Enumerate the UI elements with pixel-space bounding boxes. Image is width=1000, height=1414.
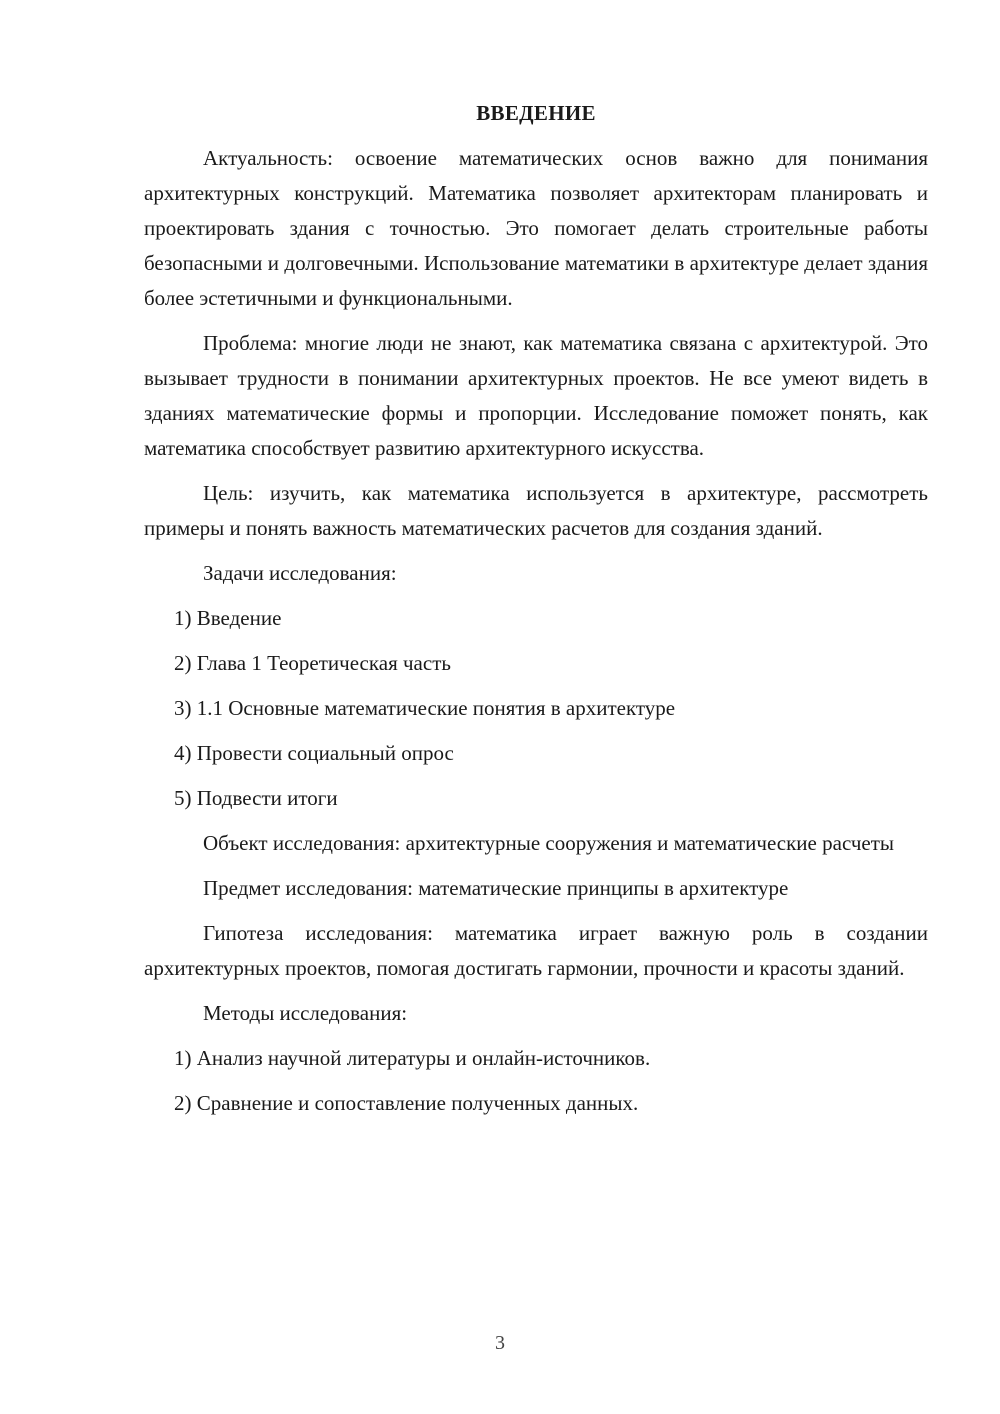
method-item: 1) Анализ научной литературы и онлайн-источников. xyxy=(174,1046,651,1070)
page-number: 3 xyxy=(495,1332,505,1354)
tasks-heading: Задачи исследования: xyxy=(203,561,397,585)
method-item: 2) Сравнение и сопоставление полученных данных. xyxy=(174,1091,639,1115)
section-title: ВВЕДЕНИЕ xyxy=(476,101,596,125)
methods-list xyxy=(144,1041,928,1121)
hypothesis-paragraph: Гипотеза исследования: математика играет важную роль в создании архитектурных проектов, помогая достигать гармонии, прочности и красоты зданий. xyxy=(144,921,928,980)
tasks-list xyxy=(144,601,928,816)
subject-paragraph: Предмет исследования: математические принципы в архитектуре xyxy=(203,876,789,900)
task-item: 2) Глава 1 Теоретическая часть xyxy=(174,651,451,675)
task-item: 5) Подвести итоги xyxy=(174,786,338,810)
goal-paragraph: Цель: изучить, как математика используется в архитектуре, рассмотреть примеры и понять важность математических расчетов для создания зданий. xyxy=(144,481,928,540)
task-item: 4) Провести социальный опрос xyxy=(174,741,454,765)
document-page xyxy=(144,96,928,1131)
task-item: 1) Введение xyxy=(174,606,282,630)
object-paragraph: Объект исследования: архитектурные сооружения и математические расчеты xyxy=(203,831,895,855)
problem-paragraph: Проблема: многие люди не знают, как математика связана с архитектурой. Это вызывает трудности в понимании архитектурных проектов. Не все умеют видеть в зданиях математические формы и пропорции. Исследование поможет понять, как математика способствует развитию архитектурного искусства. xyxy=(144,331,928,460)
relevance-paragraph: Актуальность: освоение математических основ важно для понимания архитектурных конструкций. Математика позволяет архитекторам планировать и проектировать здания с точностью. Это помогает делать строительные работы безопасными и долговечными. Использование математики в архитектуре делает здания более эстетичными и функциональными. xyxy=(144,146,928,310)
task-item: 3) 1.1 Основные математические понятия в архитектуре xyxy=(174,696,676,720)
methods-heading: Методы исследования: xyxy=(203,1001,408,1025)
